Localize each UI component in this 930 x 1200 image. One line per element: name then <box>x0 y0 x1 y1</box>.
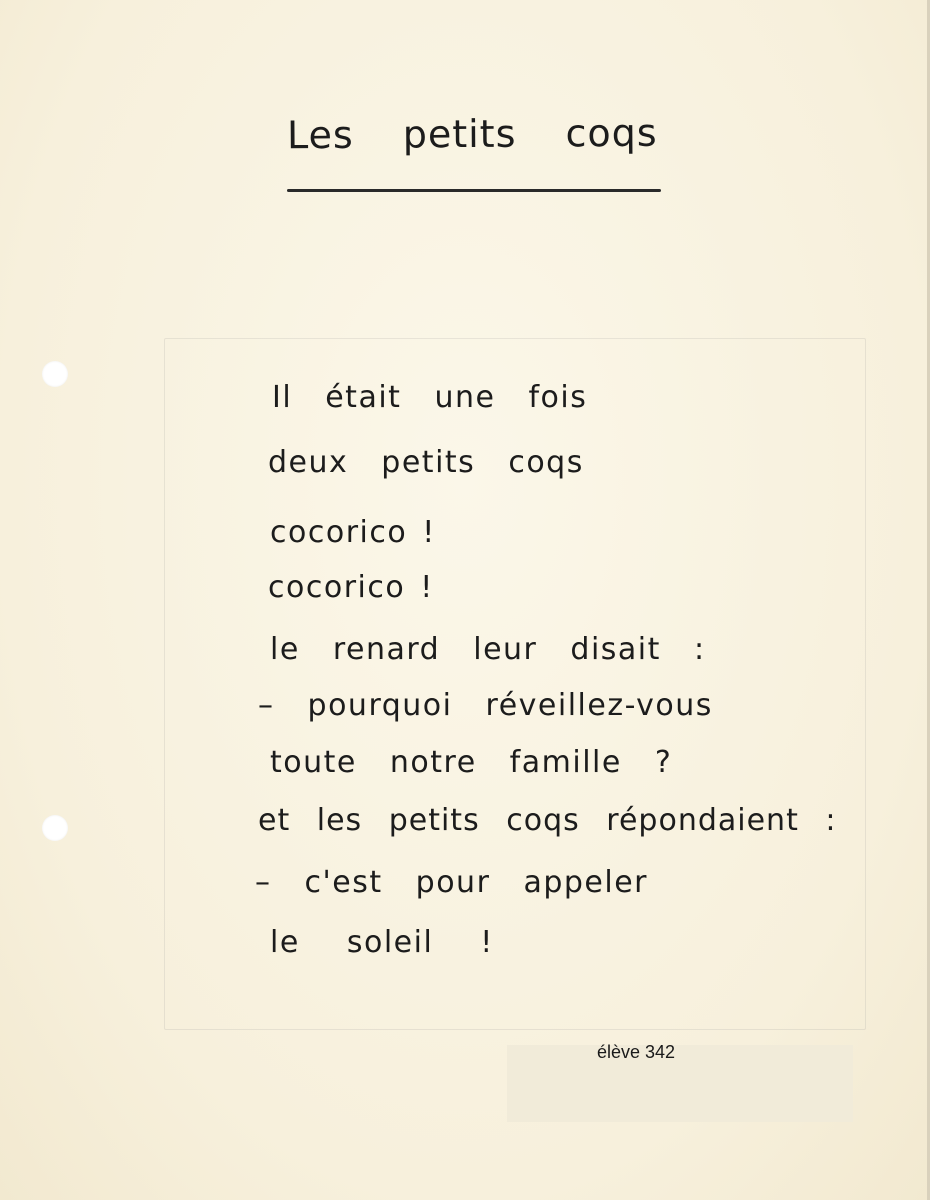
poem-line: cocorico ! <box>268 570 434 605</box>
poem-line: deux petits coqs <box>268 445 584 480</box>
poem-line: cocorico ! <box>270 515 436 550</box>
title-block <box>287 112 661 196</box>
poem-line: le renard leur disait : <box>270 632 706 667</box>
page-title: Les petits coqs <box>286 110 658 158</box>
poem-line: Il était une fois <box>272 380 588 415</box>
punch-hole <box>42 815 68 841</box>
poem-line: – pourquoi réveillez-vous <box>258 688 713 723</box>
title-underline <box>287 189 661 192</box>
poem-line: le soleil ! <box>270 925 494 960</box>
poem-line: – c'est pour appeler <box>255 865 648 900</box>
punch-hole <box>42 361 68 387</box>
student-label: élève 342 <box>597 1042 676 1062</box>
poem-line: et les petits coqs répondaient : <box>258 803 837 838</box>
poem-line: toute notre famille ? <box>270 745 673 780</box>
student-id-box <box>507 1045 853 1122</box>
